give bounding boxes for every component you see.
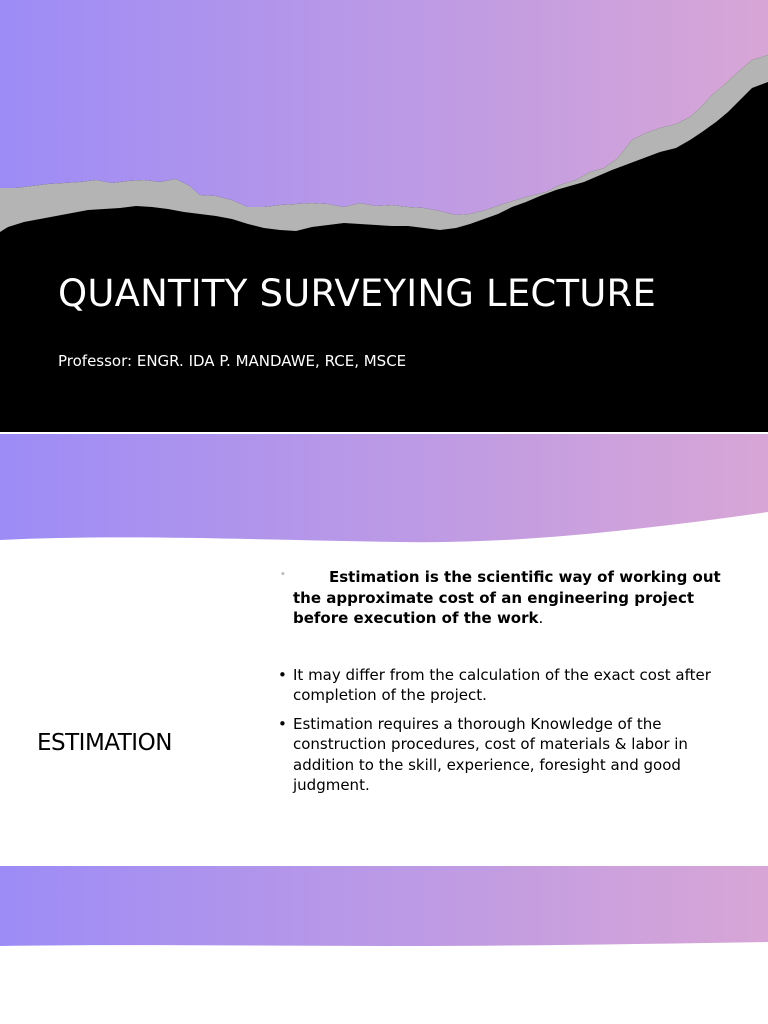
definition-text: Estimation is the scientific way of working out the approximate cost of an engineering project before execution of the work (293, 568, 721, 627)
bullet-item (278, 714, 738, 796)
definition-paragraph (278, 567, 738, 629)
slide-content (278, 567, 738, 796)
bullet-text: Estimation requires a thorough Knowledge of the construction procedures, cost of materials & labor in addition to the skill, experience, foresight and good judgment. (293, 714, 688, 794)
bullet-item (278, 665, 738, 706)
header-wave-band (0, 866, 768, 946)
next-slide-partial (0, 866, 768, 1024)
slide-subtitle: Professor: ENGR. IDA P. MANDAWE, RCE, MSCE (58, 352, 407, 370)
definition-period: . (538, 609, 544, 627)
bullet-text: It may differ from the calculation of the exact cost after completion of the project. (293, 665, 711, 704)
header-wave-band (0, 434, 768, 546)
bullet-glyph: • (278, 665, 287, 684)
faint-bullet-glyph: • (280, 570, 286, 580)
slide-title: QUANTITY SURVEYING LECTURE (58, 272, 657, 315)
section-heading: ESTIMATION (37, 730, 172, 756)
bullet-glyph: • (278, 714, 287, 733)
estimation-slide (0, 434, 768, 866)
title-slide (0, 0, 768, 432)
